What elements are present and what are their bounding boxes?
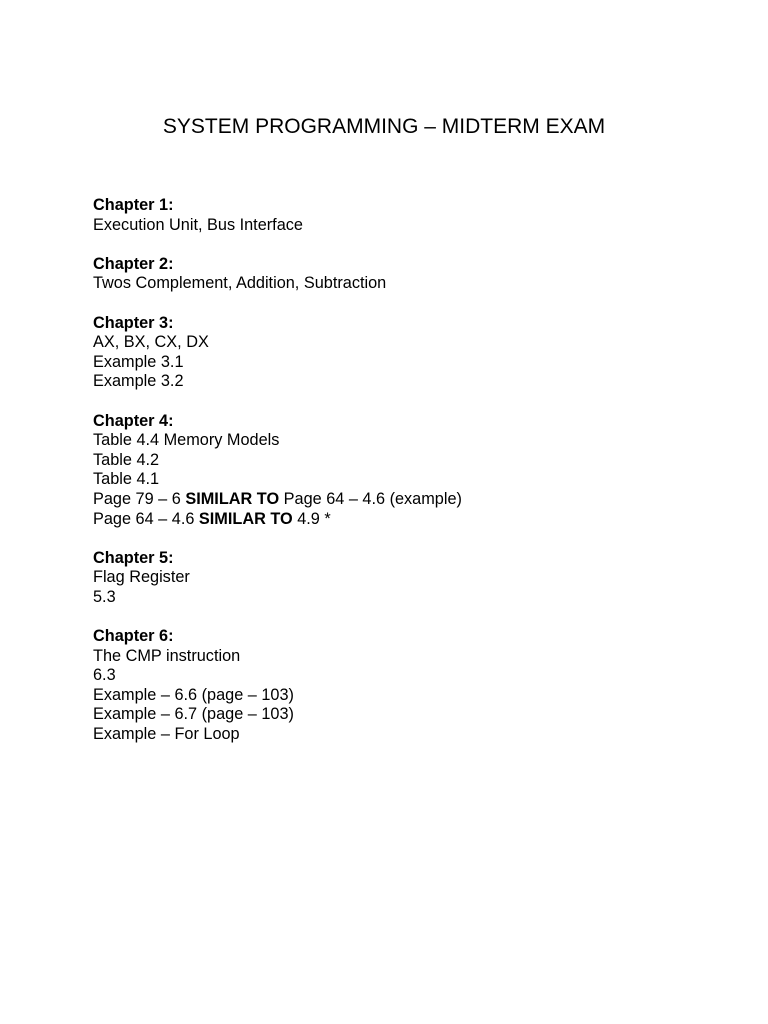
chapter-2-section	[93, 255, 713, 294]
chapter-5-section	[93, 549, 713, 608]
comparison-line	[93, 490, 713, 510]
chapter-heading: Chapter 1:	[93, 196, 174, 214]
chapter-1-section	[93, 196, 713, 235]
comparison-right: 4.9 *	[292, 509, 331, 528]
chapter-line: Table 4.2	[93, 450, 160, 469]
chapter-line: Execution Unit, Bus Interface	[93, 215, 303, 234]
chapter-line: 6.3	[93, 666, 116, 685]
similar-to-keyword: SIMILAR TO	[198, 509, 293, 528]
chapter-line: Example 3.1	[93, 352, 184, 371]
chapter-heading: Chapter 5:	[93, 548, 174, 567]
comparison-left: Page 64 – 4.6	[93, 509, 199, 528]
chapter-heading: Chapter 6:	[93, 627, 174, 646]
comparison-left: Page 79 – 6	[93, 489, 186, 508]
chapter-line: Example 3.2	[93, 372, 184, 391]
chapter-line: Example – For Loop	[93, 725, 240, 744]
chapter-line: AX, BX, CX, DX	[93, 333, 209, 352]
chapter-heading: Chapter 4:	[93, 411, 174, 430]
page-title: SYSTEM PROGRAMMING – MIDTERM EXAM	[162, 115, 606, 138]
chapter-heading: Chapter 3:	[93, 313, 174, 332]
chapter-line: Twos Complement, Addition, Subtraction	[93, 274, 387, 293]
chapter-line: Flag Register	[93, 568, 190, 587]
comparison-line	[93, 510, 713, 530]
chapter-line: Example – 6.6 (page – 103)	[93, 685, 294, 704]
chapter-6-section	[93, 627, 713, 745]
comparison-right: Page 64 – 4.6 (example)	[279, 489, 462, 508]
document-body	[93, 196, 713, 764]
chapter-line: The CMP instruction	[93, 646, 241, 665]
similar-to-keyword: SIMILAR TO	[185, 489, 280, 508]
chapter-3-section	[93, 314, 713, 392]
chapter-4-section	[93, 412, 713, 530]
chapter-line: Table 4.4 Memory Models	[93, 431, 280, 450]
chapter-line: 5.3	[93, 587, 116, 606]
chapter-heading: Chapter 2:	[93, 254, 174, 273]
chapter-line: Table 4.1	[93, 470, 160, 489]
chapter-line: Example – 6.7 (page – 103)	[93, 705, 294, 724]
